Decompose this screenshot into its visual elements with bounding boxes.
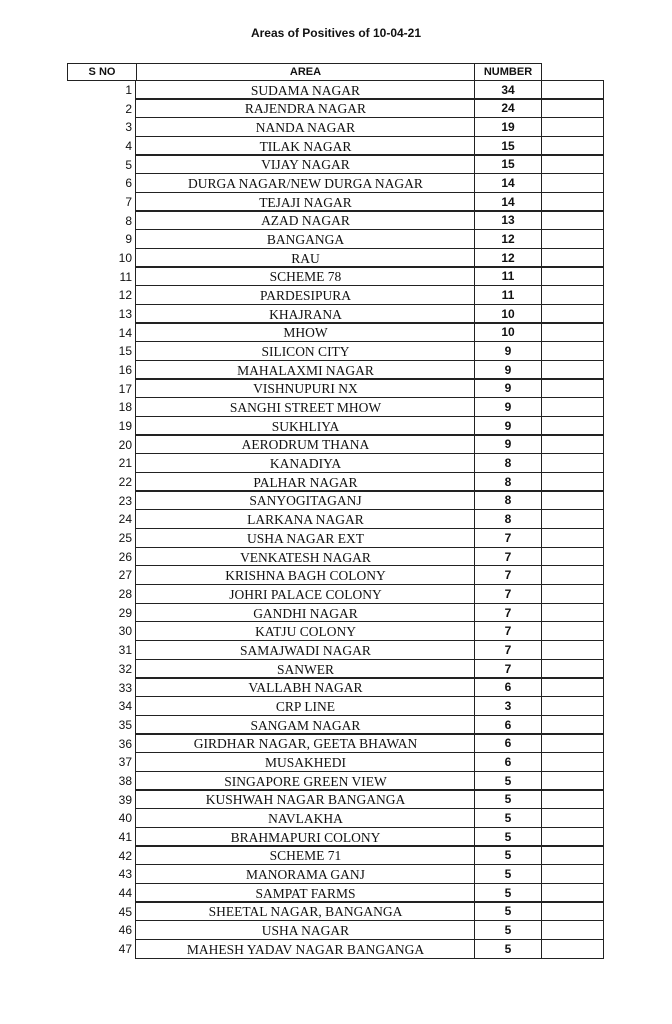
cell-number: 5 xyxy=(474,939,542,959)
cell-number: 8 xyxy=(474,490,542,510)
cell-area: SINGAPORE GREEN VIEW xyxy=(136,771,475,791)
cell-empty xyxy=(541,453,604,473)
cell-number: 9 xyxy=(474,378,542,398)
cell-number: 9 xyxy=(474,397,542,417)
cell-sno: 26 xyxy=(67,548,136,567)
cell-empty xyxy=(541,640,604,660)
cell-empty xyxy=(541,192,604,212)
cell-number: 5 xyxy=(474,901,542,921)
cell-empty xyxy=(541,117,604,137)
cell-area: SANGAM NAGAR xyxy=(136,715,475,735)
cell-area: MANORAMA GANJ xyxy=(136,864,475,884)
cell-sno: 21 xyxy=(67,454,136,473)
cell-empty xyxy=(541,173,604,193)
cell-empty xyxy=(541,827,604,847)
cell-sno: 20 xyxy=(67,436,136,455)
cell-number: 3 xyxy=(474,696,542,716)
cell-area: KRISHNA BAGH COLONY xyxy=(136,565,475,585)
cell-area: MAHESH YADAV NAGAR BANGANGA xyxy=(136,939,475,959)
cell-number: 9 xyxy=(474,341,542,361)
cell-number: 5 xyxy=(474,808,542,828)
cell-area: VISHNUPURI NX xyxy=(136,378,475,398)
cell-sno: 3 xyxy=(67,118,136,137)
cell-empty xyxy=(541,659,604,679)
cell-area: SILICON CITY xyxy=(136,341,475,361)
cell-area: SAMAJWADI NAGAR xyxy=(136,640,475,660)
cell-empty xyxy=(541,696,604,716)
cell-empty xyxy=(541,901,604,921)
cell-empty xyxy=(541,472,604,492)
cell-area: TILAK NAGAR xyxy=(136,136,475,156)
cell-number: 7 xyxy=(474,640,542,660)
cell-area: KANADIYA xyxy=(136,453,475,473)
cell-number: 10 xyxy=(474,322,542,342)
cell-area: DURGA NAGAR/NEW DURGA NAGAR xyxy=(136,173,475,193)
cell-empty xyxy=(541,397,604,417)
cell-sno: 23 xyxy=(67,492,136,511)
cell-area: MUSAKHEDI xyxy=(136,752,475,772)
cell-number: 7 xyxy=(474,621,542,641)
cell-sno: 46 xyxy=(67,921,136,940)
cell-area: USHA NAGAR xyxy=(136,920,475,940)
cell-sno: 16 xyxy=(67,361,136,380)
cell-empty xyxy=(541,789,604,809)
cell-number: 5 xyxy=(474,789,542,809)
cell-sno: 31 xyxy=(67,641,136,660)
cell-sno: 47 xyxy=(67,940,136,959)
cell-sno: 35 xyxy=(67,716,136,735)
cell-sno: 4 xyxy=(67,137,136,156)
cell-area: USHA NAGAR EXT xyxy=(136,528,475,548)
cell-empty xyxy=(541,547,604,567)
cell-sno: 33 xyxy=(67,679,136,698)
cell-empty xyxy=(541,229,604,249)
cell-area: SAMPAT FARMS xyxy=(136,883,475,903)
cell-sno: 1 xyxy=(67,81,136,100)
cell-area: LARKANA NAGAR xyxy=(136,509,475,529)
cell-empty xyxy=(541,528,604,548)
cell-area: NAVLAKHA xyxy=(136,808,475,828)
cell-number: 24 xyxy=(474,98,542,118)
cell-number: 7 xyxy=(474,547,542,567)
cell-area: VALLABH NAGAR xyxy=(136,677,475,697)
cell-empty xyxy=(541,434,604,454)
cell-sno: 34 xyxy=(67,697,136,716)
cell-sno: 42 xyxy=(67,847,136,866)
cell-empty xyxy=(541,771,604,791)
cell-empty xyxy=(541,154,604,174)
cell-sno: 13 xyxy=(67,305,136,324)
cell-empty xyxy=(541,603,604,623)
cell-sno: 28 xyxy=(67,585,136,604)
cell-number: 34 xyxy=(474,80,542,100)
cell-sno: 15 xyxy=(67,342,136,361)
cell-area: MAHALAXMI NAGAR xyxy=(136,360,475,380)
cell-empty xyxy=(541,584,604,604)
cell-empty xyxy=(541,715,604,735)
cell-sno: 43 xyxy=(67,865,136,884)
cell-number: 19 xyxy=(474,117,542,137)
cell-empty xyxy=(541,808,604,828)
cell-number: 6 xyxy=(474,715,542,735)
cell-number: 5 xyxy=(474,771,542,791)
header-sno: S NO xyxy=(67,63,137,81)
cell-area: JOHRI PALACE COLONY xyxy=(136,584,475,604)
cell-area: BRAHMAPURI COLONY xyxy=(136,827,475,847)
cell-sno: 22 xyxy=(67,473,136,492)
cell-number: 8 xyxy=(474,509,542,529)
cell-sno: 6 xyxy=(67,174,136,193)
cell-sno: 45 xyxy=(67,903,136,922)
cell-empty xyxy=(541,80,604,100)
cell-area: KHAJRANA xyxy=(136,304,475,324)
cell-empty xyxy=(541,920,604,940)
cell-empty xyxy=(541,360,604,380)
cell-sno: 14 xyxy=(67,324,136,343)
cell-area: AERODRUM THANA xyxy=(136,434,475,454)
cell-number: 12 xyxy=(474,248,542,268)
cell-area: SANWER xyxy=(136,659,475,679)
cell-number: 11 xyxy=(474,285,542,305)
cell-number: 8 xyxy=(474,472,542,492)
cell-sno: 30 xyxy=(67,622,136,641)
cell-empty xyxy=(541,845,604,865)
cell-empty xyxy=(541,322,604,342)
cell-area: CRP LINE xyxy=(136,696,475,716)
cell-area: SANGHI STREET MHOW xyxy=(136,397,475,417)
cell-number: 7 xyxy=(474,528,542,548)
cell-number: 6 xyxy=(474,752,542,772)
cell-empty xyxy=(541,136,604,156)
cell-sno: 29 xyxy=(67,604,136,623)
cell-sno: 18 xyxy=(67,398,136,417)
cell-area: SUDAMA NAGAR xyxy=(136,80,475,100)
cell-area: SUKHLIYA xyxy=(136,416,475,436)
cell-number: 7 xyxy=(474,584,542,604)
cell-empty xyxy=(541,98,604,118)
cell-number: 6 xyxy=(474,733,542,753)
cell-area: NANDA NAGAR xyxy=(136,117,475,137)
cell-empty xyxy=(541,939,604,959)
cell-sno: 10 xyxy=(67,249,136,268)
cell-area: MHOW xyxy=(136,322,475,342)
cell-area: VIJAY NAGAR xyxy=(136,154,475,174)
cell-number: 11 xyxy=(474,266,542,286)
header-area: AREA xyxy=(136,63,475,81)
cell-empty xyxy=(541,248,604,268)
cell-area: SCHEME 71 xyxy=(136,845,475,865)
cell-number: 5 xyxy=(474,864,542,884)
cell-area: VENKATESH NAGAR xyxy=(136,547,475,567)
cell-area: SCHEME 78 xyxy=(136,266,475,286)
cell-number: 13 xyxy=(474,210,542,230)
cell-number: 5 xyxy=(474,883,542,903)
cell-sno: 5 xyxy=(67,156,136,175)
cell-area: TEJAJI NAGAR xyxy=(136,192,475,212)
cell-empty xyxy=(541,864,604,884)
cell-number: 7 xyxy=(474,603,542,623)
cell-number: 15 xyxy=(474,154,542,174)
cell-area: PALHAR NAGAR xyxy=(136,472,475,492)
cell-empty xyxy=(541,416,604,436)
cell-empty xyxy=(541,565,604,585)
cell-sno: 41 xyxy=(67,828,136,847)
cell-sno: 19 xyxy=(67,417,136,436)
cell-sno: 37 xyxy=(67,753,136,772)
cell-sno: 32 xyxy=(67,660,136,679)
cell-empty xyxy=(541,378,604,398)
cell-number: 9 xyxy=(474,416,542,436)
cell-area: RAJENDRA NAGAR xyxy=(136,98,475,118)
cell-empty xyxy=(541,304,604,324)
cell-sno: 8 xyxy=(67,212,136,231)
cell-area: AZAD NAGAR xyxy=(136,210,475,230)
cell-sno: 36 xyxy=(67,735,136,754)
cell-empty xyxy=(541,210,604,230)
cell-number: 9 xyxy=(474,434,542,454)
cell-sno: 9 xyxy=(67,230,136,249)
cell-sno: 11 xyxy=(67,268,136,287)
cell-empty xyxy=(541,509,604,529)
cell-number: 14 xyxy=(474,173,542,193)
cell-number: 10 xyxy=(474,304,542,324)
cell-area: BANGANGA xyxy=(136,229,475,249)
cell-empty xyxy=(541,883,604,903)
cell-empty xyxy=(541,490,604,510)
cell-sno: 27 xyxy=(67,566,136,585)
cell-number: 15 xyxy=(474,136,542,156)
cell-area: PARDESIPURA xyxy=(136,285,475,305)
cell-sno: 38 xyxy=(67,772,136,791)
cell-sno: 12 xyxy=(67,286,136,305)
cell-number: 6 xyxy=(474,677,542,697)
cell-sno: 24 xyxy=(67,510,136,529)
cell-sno: 17 xyxy=(67,380,136,399)
cell-area: KUSHWAH NAGAR BANGANGA xyxy=(136,789,475,809)
cell-number: 5 xyxy=(474,920,542,940)
cell-number: 8 xyxy=(474,453,542,473)
cell-empty xyxy=(541,677,604,697)
cell-number: 5 xyxy=(474,827,542,847)
cell-sno: 39 xyxy=(67,791,136,810)
cell-sno: 25 xyxy=(67,529,136,548)
cell-area: RAU xyxy=(136,248,475,268)
document-title: Areas of Positives of 10-04-21 xyxy=(250,26,422,40)
cell-sno: 2 xyxy=(67,100,136,119)
cell-number: 5 xyxy=(474,845,542,865)
cell-number: 7 xyxy=(474,659,542,679)
cell-sno: 44 xyxy=(67,884,136,903)
cell-area: GIRDHAR NAGAR, GEETA BHAWAN xyxy=(136,733,475,753)
cell-empty xyxy=(541,733,604,753)
cell-empty xyxy=(541,341,604,361)
header-number: NUMBER xyxy=(474,63,542,81)
cell-number: 12 xyxy=(474,229,542,249)
cell-area: SHEETAL NAGAR, BANGANGA xyxy=(136,901,475,921)
cell-sno: 40 xyxy=(67,809,136,828)
cell-area: KATJU COLONY xyxy=(136,621,475,641)
cell-area: GANDHI NAGAR xyxy=(136,603,475,623)
cell-empty xyxy=(541,285,604,305)
cell-number: 14 xyxy=(474,192,542,212)
cell-empty xyxy=(541,266,604,286)
cell-sno: 7 xyxy=(67,193,136,212)
cell-number: 9 xyxy=(474,360,542,380)
cell-area: SANYOGITAGANJ xyxy=(136,490,475,510)
cell-number: 7 xyxy=(474,565,542,585)
cell-empty xyxy=(541,621,604,641)
cell-empty xyxy=(541,752,604,772)
